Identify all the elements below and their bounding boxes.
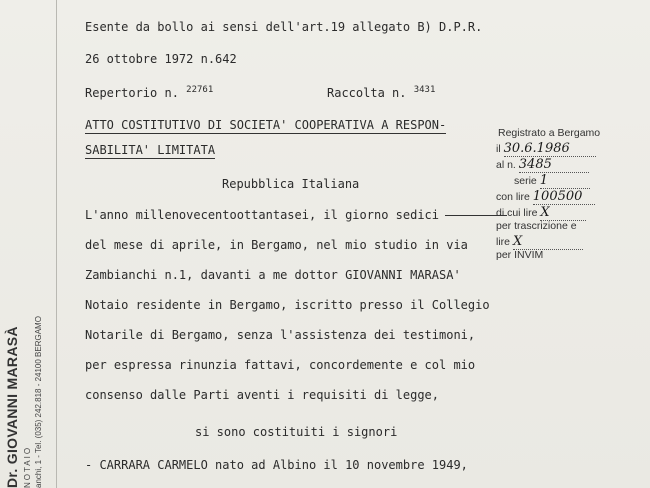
tax-exemption-date: 26 ottobre 1972 n.642	[85, 52, 237, 66]
tax-exemption-line: Esente da bollo ai sensi dell'art.19 allegato B) D.P.R.	[85, 20, 483, 34]
letterhead	[0, 0, 56, 488]
document-title-1: ATTO COSTITUTIVO DI SOCIETA' COOPERATIVA A RESPON-	[85, 118, 447, 132]
body-line-9: - CARRARA CARMELO nato ad Albino il 10 novembre 1949,	[85, 458, 468, 472]
stamp-lire-row: lire X	[496, 234, 583, 250]
repertorio-number: 22761	[186, 85, 214, 95]
body-line-3: Zambianchi n.1, davanti a me dottor GIOVANNI MARASA'	[85, 268, 461, 282]
stamp-number-row: al n. 3485	[496, 157, 589, 173]
body-line-2: del mese di aprile, in Bergamo, nel mio studio in via	[85, 238, 468, 252]
stamp-amount: 100500	[533, 189, 595, 205]
raccolta-label: Raccolta n.	[327, 86, 407, 100]
repertorio-line	[85, 86, 213, 100]
stamp-lire: X	[513, 234, 583, 250]
repertorio-label: Repertorio n.	[85, 86, 179, 100]
margin-rule	[56, 0, 57, 488]
body-line-7: consenso dalle Parti aventi i requisiti di legge,	[85, 388, 440, 402]
notary-name: Dr. GIOVANNI MARASÀ	[4, 326, 20, 488]
stamp-date: 30.6.1986	[504, 141, 596, 157]
heading-repubblica: Repubblica Italiana	[222, 177, 360, 191]
body-line-6: per espressa rinunzia fattavi, concordemente e col mio	[85, 358, 476, 372]
stamp-serie: 1	[540, 173, 590, 189]
stamp-registered: Registrato a Bergamo	[498, 127, 601, 139]
stamp-serie-row: serie 1	[496, 173, 590, 189]
raccolta-line	[327, 86, 435, 100]
stamp-invim: per INVIM	[496, 249, 544, 261]
stamp-dicui: X	[540, 205, 586, 221]
body-line-1: L'anno millenovecentoottantasei, il giorno sedici	[85, 208, 507, 222]
stamp-amount-row: con lire 100500	[496, 189, 595, 205]
raccolta-number: 3431	[413, 85, 436, 95]
notary-role: NOTAIO	[23, 445, 32, 488]
body-line-5: Notarile di Bergamo, senza l'assistenza dei testimoni,	[85, 328, 476, 342]
body-line-8: si sono costituiti i signori	[195, 425, 398, 439]
notary-address: anchi, 1 - Tel. (035) 242.818 - 24100 BERGAMO	[34, 316, 43, 488]
stamp-trascrizione: per trascrizione e	[496, 220, 577, 232]
stamp-date-row: il 30.6.1986	[496, 141, 596, 157]
stamp-dicui-row: di cui lire X	[496, 205, 586, 221]
document-title-2: SABILITA' LIMITATA	[85, 143, 216, 157]
stamp-number: 3485	[519, 157, 589, 173]
body-line-4: Notaio residente in Bergamo, iscritto presso il Collegio	[85, 298, 490, 312]
